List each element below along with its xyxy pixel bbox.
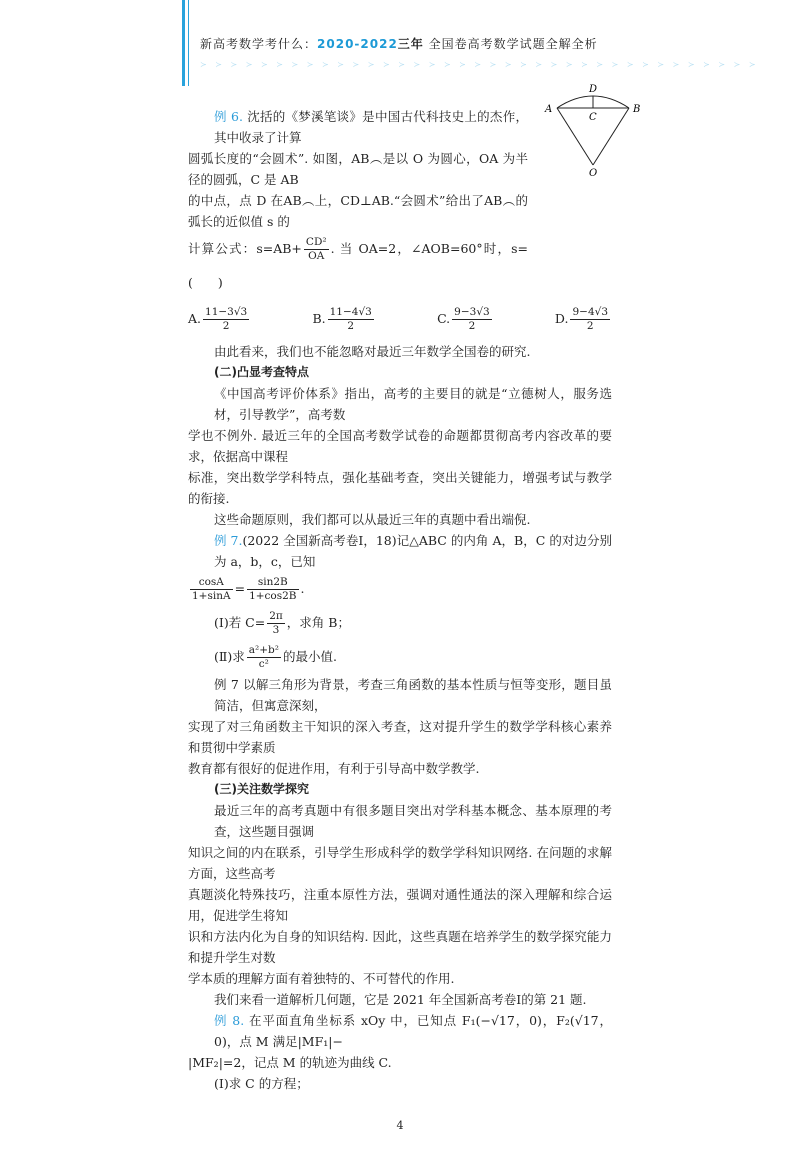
header-decoration: ≻ ≻ ≻ ≻ ≻ ≻ ≻ ≻ ≻ ≻ ≻ ≻ ≻ ≻ ≻ ≻ ≻ ≻ ≻ ≻ ≻ ≻ ≻ ≻ ≻ ≻ ≻ ≻ ≻ ≻ ≻ ≻ ≻ ≻ ≻ ≻ ≻ bbox=[200, 60, 759, 69]
fraction bbox=[570, 306, 610, 333]
ex6-line3: 的中点，点 D 在AB︵上，CD⊥AB.“会圆术”给出了AB︵的弧长的近似值 s 的 bbox=[188, 193, 528, 229]
section-heading: (二)凸显考查特点 bbox=[214, 365, 309, 379]
numerator: cosA bbox=[190, 576, 233, 590]
text: . bbox=[300, 581, 305, 596]
option-label: D. bbox=[554, 311, 569, 326]
ex7-part1 bbox=[188, 606, 612, 640]
ex7-part2 bbox=[188, 640, 612, 674]
option-label: A. bbox=[188, 311, 202, 326]
header-bold: 三年 bbox=[397, 37, 424, 51]
option-b bbox=[312, 304, 375, 335]
example-label: 例 7. bbox=[214, 533, 243, 548]
text: (Ⅰ)若 C= bbox=[214, 615, 266, 630]
paragraph-line: 实现了对三角函数主干知识的深入考查，这对提升学生的数学学科核心素养和贯彻中学素质 bbox=[188, 719, 612, 755]
paragraph-line: 学本质的理解方面有着独特的、不可替代的作用. bbox=[188, 971, 455, 986]
numerator: 9−3√3 bbox=[454, 306, 490, 318]
text: 计算公式：s=AB+ bbox=[188, 241, 302, 256]
fraction bbox=[328, 306, 374, 333]
ex6-line2: 圆弧长度的“会圆术”. 如图，AB︵是以 O 为圆心，OA 为半径的圆弧，C 是 AB bbox=[188, 151, 528, 187]
numerator: CD² bbox=[305, 236, 327, 248]
fraction bbox=[304, 236, 329, 263]
header-suffix: 全国卷高考数学试题全解全析 bbox=[428, 37, 598, 51]
paragraph-line: 真题淡化特殊技巧，注重本原性方法，强调对通性通法的深入理解和综合运用，促进学生将知 bbox=[188, 887, 612, 923]
ex8-line1 bbox=[188, 1010, 612, 1052]
denominator: 2 bbox=[347, 320, 355, 332]
text: ，求角 B； bbox=[286, 615, 350, 630]
paragraph-line: 例 7 以解三角形为背景，考查三角函数的基本性质与恒等变形，题目虽简洁，但寓意深刻， bbox=[214, 677, 612, 713]
paragraph-line: 识和方法内化为自身的知识结构. 因此，这些真题在培养学生的数学探究能力和提升学生对数 bbox=[188, 929, 612, 965]
option-d bbox=[555, 304, 612, 335]
paragraph: 我们来看一道解析几何题，它是 2021 年全国新高考卷Ⅰ的第 21 题. bbox=[214, 992, 587, 1007]
paragraph-line: 《中国高考评价体系》指出，高考的主要目的就是“立德树人，服务选材，引导教学”，高考数 bbox=[214, 386, 612, 422]
label-a: A bbox=[545, 104, 553, 115]
text: (2022 全国新高考卷Ⅰ，18)记△ABC 的内角 A，B，C 的对边分别为 a，b，c，已知 bbox=[214, 533, 612, 569]
header-accent-bar bbox=[182, 0, 185, 86]
option-a bbox=[188, 304, 251, 335]
text: 的最小值. bbox=[282, 649, 337, 664]
text: = bbox=[234, 581, 246, 596]
option-label: C. bbox=[437, 311, 451, 326]
fraction bbox=[203, 306, 249, 333]
paragraph: 由此看来，我们也不能忽略对最近三年数学全国卷的研究. bbox=[214, 344, 531, 359]
denominator: OA bbox=[308, 250, 325, 262]
section-heading: (三)关注数学探究 bbox=[214, 782, 309, 796]
label-d: D bbox=[589, 84, 598, 95]
numerator: a²+b² bbox=[248, 644, 279, 656]
ex7-condition bbox=[188, 572, 612, 606]
label-o: O bbox=[589, 168, 598, 177]
denominator: 3 bbox=[272, 624, 280, 636]
numerator: 11−3√3 bbox=[205, 306, 248, 318]
numerator: 9−4√3 bbox=[572, 306, 608, 318]
ex6-options bbox=[188, 304, 612, 335]
example-6 bbox=[188, 84, 650, 300]
ex6-line1 bbox=[188, 106, 528, 148]
fraction bbox=[247, 576, 298, 603]
arc-diagram bbox=[540, 82, 650, 177]
page-number: 4 bbox=[396, 1119, 404, 1132]
option-label: B. bbox=[312, 311, 326, 326]
paragraph-line: 标准，突出数学学科特点，强化基础考查，突出关键能力，增强考试与教学的衔接. bbox=[188, 470, 612, 506]
fraction bbox=[190, 576, 233, 603]
numerator: 11−4√3 bbox=[329, 306, 372, 318]
denominator: 2 bbox=[468, 320, 476, 332]
example-label: 例 8. bbox=[214, 1013, 245, 1028]
option-c bbox=[437, 304, 494, 335]
numerator: sin2B bbox=[247, 576, 298, 590]
header-prefix: 新高考数学考什么： bbox=[200, 37, 318, 51]
paragraph-line: 知识之间的内在联系，引导学生形成科学的数学学科知识网络. 在问题的求解方面，这些高考 bbox=[188, 845, 612, 881]
text: (Ⅱ)求 bbox=[214, 649, 245, 664]
fraction bbox=[452, 306, 492, 333]
text: . 当 OA=2，∠AOB=60°时，s= bbox=[330, 241, 529, 256]
label-c: C bbox=[589, 112, 597, 123]
denominator: 2 bbox=[586, 320, 594, 332]
denominator: 1+cos2B bbox=[249, 590, 297, 602]
header-years: 2020-2022 bbox=[317, 37, 398, 51]
paragraph: 这些命题原则，我们都可以从最近三年的真题中看出端倪. bbox=[214, 512, 531, 527]
text: 在平面直角坐标系 xOy 中，已知点 F₁(−√17，0)，F₂(√17，0)，点 M 满足|MF₁|− bbox=[214, 1013, 612, 1049]
page-content bbox=[188, 0, 641, 1154]
denominator: c² bbox=[258, 658, 269, 670]
fraction bbox=[267, 610, 285, 637]
denominator: 1+sinA bbox=[192, 590, 231, 602]
ex6-line4 bbox=[188, 232, 528, 300]
numerator: 2π bbox=[269, 610, 283, 622]
ex6-text bbox=[188, 106, 528, 300]
ex7-line1 bbox=[188, 530, 612, 572]
text: 沈括的《梦溪笔谈》是中国古代科技史上的杰作，其中收录了计算 bbox=[214, 109, 528, 145]
example-label: 例 6. bbox=[214, 109, 243, 124]
paragraph-line: 最近三年的高考真题中有很多题目突出对学科基本概念、基本原理的考查，这些题目强调 bbox=[214, 803, 612, 839]
paragraph-line: 学也不例外. 最近三年的全国高考数学试卷的命题都贯彻高考内容改革的要求，依据高中课程 bbox=[188, 428, 612, 464]
denominator: 2 bbox=[222, 320, 230, 332]
ex8-line2: |MF₂|=2，记点 M 的轨迹为曲线 C. bbox=[188, 1055, 392, 1070]
answer-paren: ( ) bbox=[188, 275, 223, 290]
label-b: B bbox=[633, 104, 641, 115]
paragraph-line: 教育都有很好的促进作用，有利于引导高中数学教学. bbox=[188, 761, 480, 776]
fraction bbox=[247, 644, 281, 671]
ex8-part1: (Ⅰ)求 C 的方程； bbox=[214, 1076, 309, 1091]
